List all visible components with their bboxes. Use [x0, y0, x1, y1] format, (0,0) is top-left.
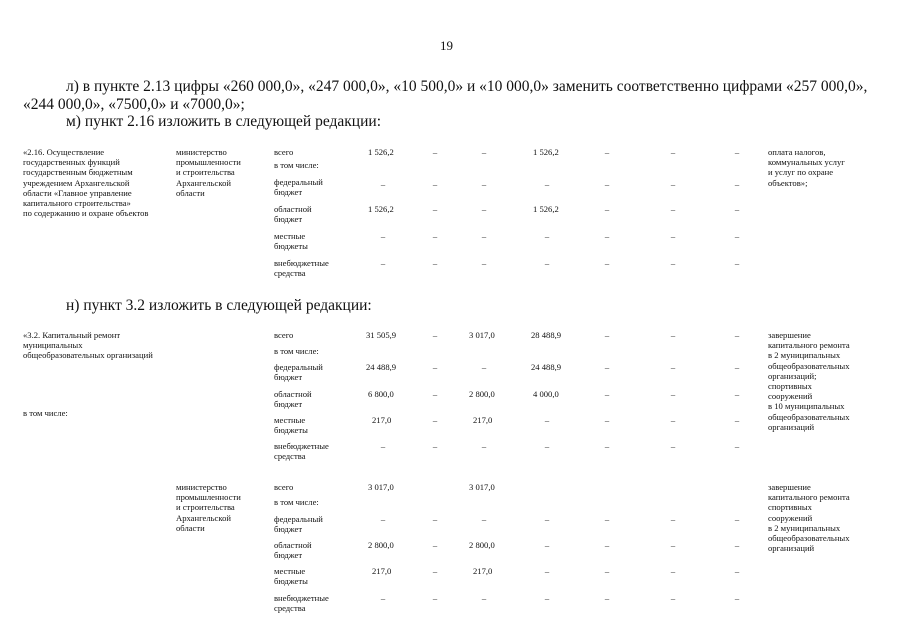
dash: –: [380, 441, 386, 451]
dash: –: [544, 441, 550, 451]
t32b-src-fed: федеральный бюджет: [274, 514, 323, 535]
dash: –: [432, 566, 438, 576]
dash: –: [380, 231, 386, 241]
dash: –: [432, 540, 438, 550]
dash: –: [734, 258, 740, 268]
dash: –: [432, 231, 438, 241]
dash: –: [432, 330, 438, 340]
t216-reg-col4: 1 526,2: [533, 204, 559, 214]
dash: –: [380, 514, 386, 524]
dash: –: [432, 204, 438, 214]
dash: –: [604, 514, 610, 524]
t32-loc-col3: 217,0: [473, 415, 493, 425]
dash: –: [604, 441, 610, 451]
dash: –: [481, 231, 487, 241]
t32-reg-sum: 6 800,0: [368, 389, 394, 399]
t216-executor: министерство промышленности и строительства Архангельской области: [176, 147, 241, 198]
t32-fed-sum: 24 488,9: [366, 362, 397, 372]
t32b-executor: министерство промышленности и строительства Архангельской области: [176, 482, 241, 533]
t32-total-col3: 3 017,0: [469, 330, 495, 340]
paragraph-n: н) пункт 3.2 изложить в следующей редакции:: [66, 297, 372, 314]
dash: –: [432, 389, 438, 399]
dash: –: [432, 593, 438, 603]
dash: –: [432, 362, 438, 372]
t32b-loc-col3: 217,0: [473, 566, 493, 576]
t32-src-loc: местные бюджеты: [274, 415, 308, 436]
dash: –: [481, 147, 487, 157]
dash: –: [432, 514, 438, 524]
dash: –: [544, 566, 550, 576]
dash: –: [481, 441, 487, 451]
t216-src-ext: внебюджетные средства: [274, 258, 329, 279]
dash: –: [734, 540, 740, 550]
dash: –: [604, 204, 610, 214]
dash: –: [734, 204, 740, 214]
t32-loc-sum: 217,0: [372, 415, 392, 425]
dash: –: [604, 179, 610, 189]
t32-src-total: всего: [274, 330, 294, 340]
dash: –: [670, 231, 676, 241]
dash: –: [670, 179, 676, 189]
dash: –: [380, 593, 386, 603]
dash: –: [734, 389, 740, 399]
dash: –: [670, 147, 676, 157]
t32-src-ext: внебюджетные средства: [274, 441, 329, 462]
dash: –: [432, 441, 438, 451]
t32-src-reg: областной бюджет: [274, 389, 312, 410]
dash: –: [670, 330, 676, 340]
t32b-src-incl: в том числе:: [274, 497, 319, 507]
dash: –: [604, 540, 610, 550]
dash: –: [604, 362, 610, 372]
paragraph-l-line2: «244 000,0», «7500,0» и «7000,0»;: [23, 96, 245, 113]
dash: –: [604, 415, 610, 425]
t32-item-name: «3.2. Капитальный ремонт муниципальных общеобразовательных организаций: [23, 330, 153, 361]
dash: –: [734, 362, 740, 372]
dash: –: [604, 258, 610, 268]
t216-reg-sum: 1 526,2: [368, 204, 394, 214]
dash: –: [670, 593, 676, 603]
t216-src-loc: местные бюджеты: [274, 231, 308, 252]
dash: –: [734, 330, 740, 340]
dash: –: [380, 258, 386, 268]
t32b-total-col3: 3 017,0: [469, 482, 495, 492]
dash: –: [734, 415, 740, 425]
dash: –: [432, 258, 438, 268]
dash: –: [670, 258, 676, 268]
dash: –: [604, 593, 610, 603]
dash: –: [432, 179, 438, 189]
t32-fed-col4: 24 488,9: [531, 362, 562, 372]
t32b-loc-sum: 217,0: [372, 566, 392, 576]
dash: –: [544, 514, 550, 524]
t216-total-col4: 1 526,2: [533, 147, 559, 157]
dash: –: [380, 179, 386, 189]
dash: –: [670, 514, 676, 524]
dash: –: [481, 179, 487, 189]
t32b-reg-sum: 2 800,0: [368, 540, 394, 550]
dash: –: [604, 330, 610, 340]
paragraph-l-line1: л) в пункте 2.13 цифры «260 000,0», «247 000,0», «10 500,0» и «10 000,0» заменить соответственно цифрами «257 000,0»,: [66, 78, 868, 95]
t32b-result: завершение капитального ремонта спортивных сооружений в 2 муниципальных общеобразовательных организаций: [768, 482, 850, 554]
t32b-reg-col3: 2 800,0: [469, 540, 495, 550]
dash: –: [544, 258, 550, 268]
dash: –: [544, 540, 550, 550]
t32b-total-sum: 3 017,0: [368, 482, 394, 492]
dash: –: [734, 593, 740, 603]
dash: –: [670, 389, 676, 399]
dash: –: [481, 204, 487, 214]
dash: –: [481, 593, 487, 603]
t216-src-fed: федеральный бюджет: [274, 177, 323, 198]
dash: –: [734, 441, 740, 451]
dash: –: [734, 566, 740, 576]
dash: –: [544, 415, 550, 425]
t32b-src-total: всего: [274, 482, 294, 492]
t32-src-incl: в том числе:: [274, 346, 319, 356]
dash: –: [481, 362, 487, 372]
t216-result: оплата налогов, коммунальных услуг и услуг по охране объектов»;: [768, 147, 845, 188]
t32-result: завершение капитального ремонта в 2 муниципальных общеобразовательных организаций; спортивных сооружений в 10 муниципальных общеобразовательных организаций: [768, 330, 850, 432]
dash: –: [670, 362, 676, 372]
t32-total-sum: 31 505,9: [366, 330, 397, 340]
t216-total-sum: 1 526,2: [368, 147, 394, 157]
dash: –: [604, 566, 610, 576]
dash: –: [734, 179, 740, 189]
t32-reg-col3: 2 800,0: [469, 389, 495, 399]
dash: –: [604, 389, 610, 399]
dash: –: [670, 204, 676, 214]
dash: –: [481, 258, 487, 268]
dash: –: [670, 540, 676, 550]
dash: –: [604, 147, 610, 157]
t32b-src-reg: областной бюджет: [274, 540, 312, 561]
t32-src-fed: федеральный бюджет: [274, 362, 323, 383]
t32-total-col4: 28 488,9: [531, 330, 562, 340]
t32-incl-label: в том числе:: [23, 408, 68, 418]
dash: –: [604, 231, 610, 241]
dash: –: [734, 514, 740, 524]
dash: –: [544, 231, 550, 241]
dash: –: [670, 415, 676, 425]
dash: –: [670, 566, 676, 576]
t32b-src-loc: местные бюджеты: [274, 566, 308, 587]
t216-src-total: всего: [274, 147, 294, 157]
dash: –: [734, 147, 740, 157]
page-number: 19: [440, 38, 453, 53]
t32-reg-col4: 4 000,0: [533, 389, 559, 399]
t216-item-name: «2.16. Осуществление государственных функций государственным бюджетным учреждением Архангельской области «Главное управление капитального строительства» по содержанию и охране объектов: [23, 147, 149, 219]
dash: –: [481, 514, 487, 524]
paragraph-m: м) пункт 2.16 изложить в следующей редакции:: [66, 113, 381, 130]
dash: –: [544, 179, 550, 189]
dash: –: [432, 147, 438, 157]
dash: –: [670, 441, 676, 451]
dash: –: [734, 231, 740, 241]
t216-src-incl: в том числе:: [274, 160, 319, 170]
dash: –: [544, 593, 550, 603]
t216-src-reg: областной бюджет: [274, 204, 312, 225]
t32b-src-ext: внебюджетные средства: [274, 593, 329, 614]
dash: –: [432, 415, 438, 425]
